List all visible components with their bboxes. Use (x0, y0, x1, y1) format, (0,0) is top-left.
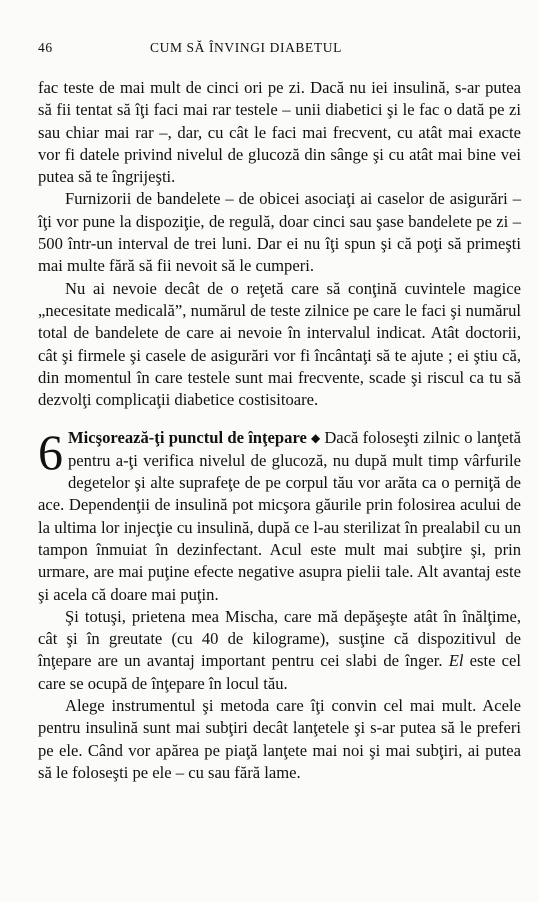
paragraph-mischa (38, 606, 521, 695)
paragraph-strip-suppliers: Furnizorii de bandelete – de obicei asociaţi ai caselor de asigurări – îţi vor pune la dispoziţie, de regulă, doar cinci sau şase bandelete pe zi – 500 într-un interval de trei luni. Dar ei nu îţi spun şi că poţi să primeşti mai multe fără să fii nevoit să le cumperi. (38, 189, 521, 276)
paragraph-continuation: fac teste de mai mult de cinci ori pe zi. Dacă nu iei insulină, s-ar putea să fii tentat să îţi faci mai rar testele – unii diabetici şi le fac o dată pe zi sau chiar mai rar –, dar, cu cât le faci mai frecvent, cu atât mai exacte vor fi datele privind nivelul de glucoză din sânge şi cu atât mai bine vei putea să te îngrijeşti. (38, 78, 521, 187)
emphasis-el: El (448, 651, 464, 671)
diamond-separator-icon: ◆ (310, 431, 321, 446)
tip-number: 6 (38, 424, 63, 481)
page-number: 46 (38, 40, 53, 55)
running-title: CUM SĂ ÎNVINGI DIABETUL (150, 40, 342, 55)
tip-6-paragraph (38, 424, 522, 605)
page-header (38, 40, 501, 60)
paragraph-mischa-text: Şi totuşi, prietena mea Mischa, care mă depăşeşte atât în înălţime, cât şi în greutate (cu 40 de kilograme), susţine că dispozitivul de înţepare are un avantaj important pentru cei slabi de înger. (38, 606, 521, 671)
paragraph-mischa-end: este cel care se ocupă de înţepare în locul tău. (38, 651, 521, 693)
tip-body: Dacă foloseşti zilnic o lanţetă pentru a-ţi verifica nivelul de glucoză, nu după mult timp vârfurile degetelor şi alte suprafeţe de pe corpul tău vor arăta ca o perniţă de ace. Dependenţii de insulină pot micşora găurile prin folosirea acului de la ultima lor injecţie cu insulină, după ce l-au sterilizat în prealabil cu un tampon înmuiat în dezinfectant. Acul este mult mai subţire şi, prin urmare, are mai puţine efecte negative asupra pielii tale. Alt avantaj este şi acela că doare mai puţin. (38, 428, 522, 604)
paragraph-prescription: Nu ai nevoie decât de o reţetă care să conţină cuvintele magice „necesitate medicală”, numărul de teste zilnice pe care le faci şi numărul total de bandelete de care ai nevoie în intervalul indicat. Atât doctorii, cât şi firmele şi casele de asigurări vor fi încântaţi să te ajute ; ei ştiu că, din momentul în care testele sunt mai frecvente, scade şi riscul ca tu să dezvolţi complicaţii diabetice costisitoare. (38, 278, 521, 410)
tip-title: Micşorează-ţi punctul de înţepare (68, 428, 307, 448)
body-text (38, 77, 521, 784)
paragraph-choose-instrument: Alege instrumentul şi metoda care îţi convin cel mai mult. Acele pentru insulină sunt mai subţiri decât lanţetele şi s-ar putea să le preferi pe ele. Când vor apărea pe piaţă lanţete mai noi şi mai subţiri, ai putea să le foloseşti pe ele – cu sau fără lame. (38, 696, 521, 782)
